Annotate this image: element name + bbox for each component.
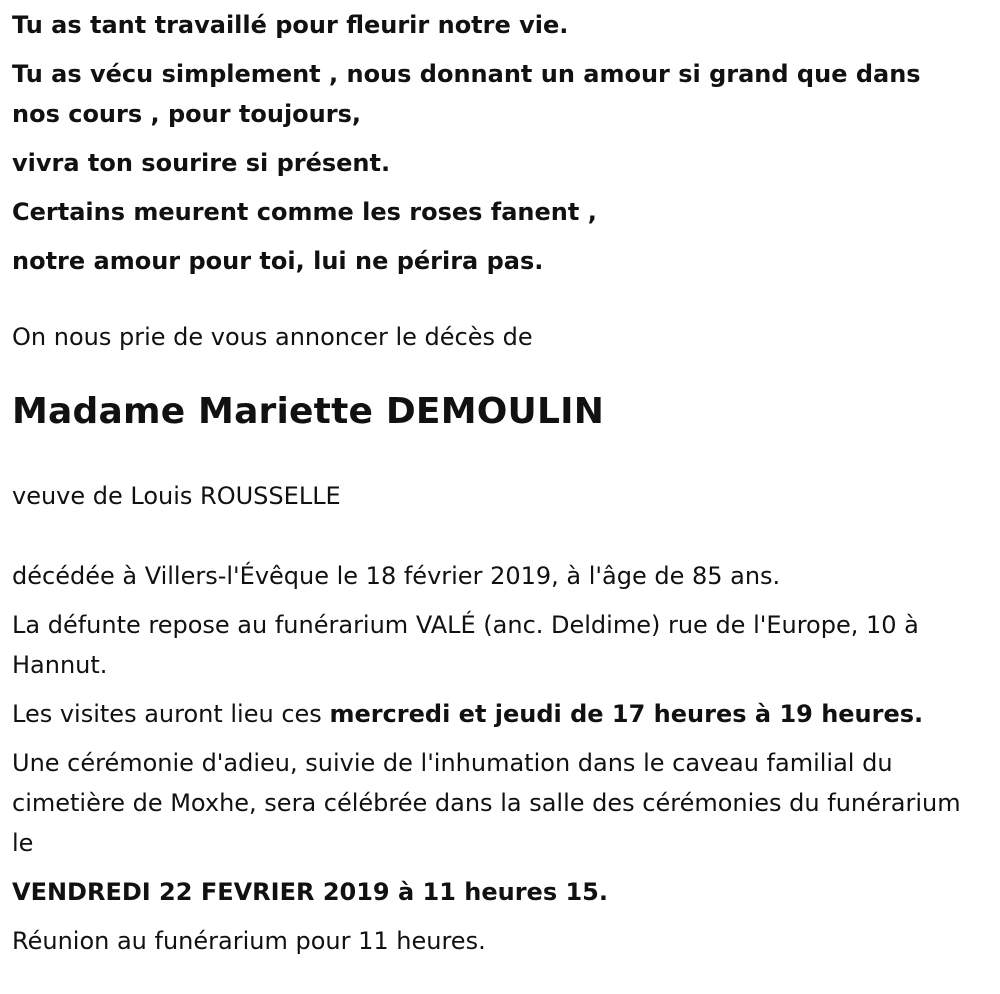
resting-place: La défunte repose au funérarium VALÉ (anc. Deldime) rue de l'Europe, 10 à Hannut. (12, 611, 919, 679)
deceased-name: Madame Mariette DEMOULIN (12, 391, 605, 432)
visiting-hours-emphasis: mercredi et jeudi de 17 heures à 19 heures. (329, 700, 924, 728)
funeral-details (12, 556, 988, 961)
announcement-intro: On nous prie de vous annoncer le décès de (12, 323, 533, 351)
visiting-hours-prefix: Les visites auront lieu ces (12, 700, 330, 728)
memorial-poem (12, 5, 988, 281)
poem-line-1: Tu as tant travaillé pour fleurir notre vie. (12, 11, 569, 39)
visiting-hours (12, 694, 980, 734)
meeting-time: Réunion au funérarium pour 11 heures. (12, 927, 486, 955)
ceremony-date-time: VENDREDI 22 FEVRIER 2019 à 11 heures 15. (12, 878, 608, 906)
poem-line-2: Tu as vécu simplement , nous donnant un amour si grand que dans nos cours , pour toujours, (12, 60, 921, 128)
death-details: décédée à Villers-l'Évêque le 18 février 2019, à l'âge de 85 ans. (12, 562, 781, 590)
poem-line-5: notre amour pour toi, lui ne périra pas. (12, 247, 544, 275)
poem-line-4: Certains meurent comme les roses fanent , (12, 198, 597, 226)
widow-note: veuve de Louis ROUSSELLE (12, 482, 341, 510)
ceremony-details: Une cérémonie d'adieu, suivie de l'inhumation dans le caveau familial du cimetière de Moxhe, sera célébrée dans la salle des cérémonies du funérarium le (12, 749, 961, 857)
poem-line-3: vivra ton sourire si présent. (12, 149, 391, 177)
